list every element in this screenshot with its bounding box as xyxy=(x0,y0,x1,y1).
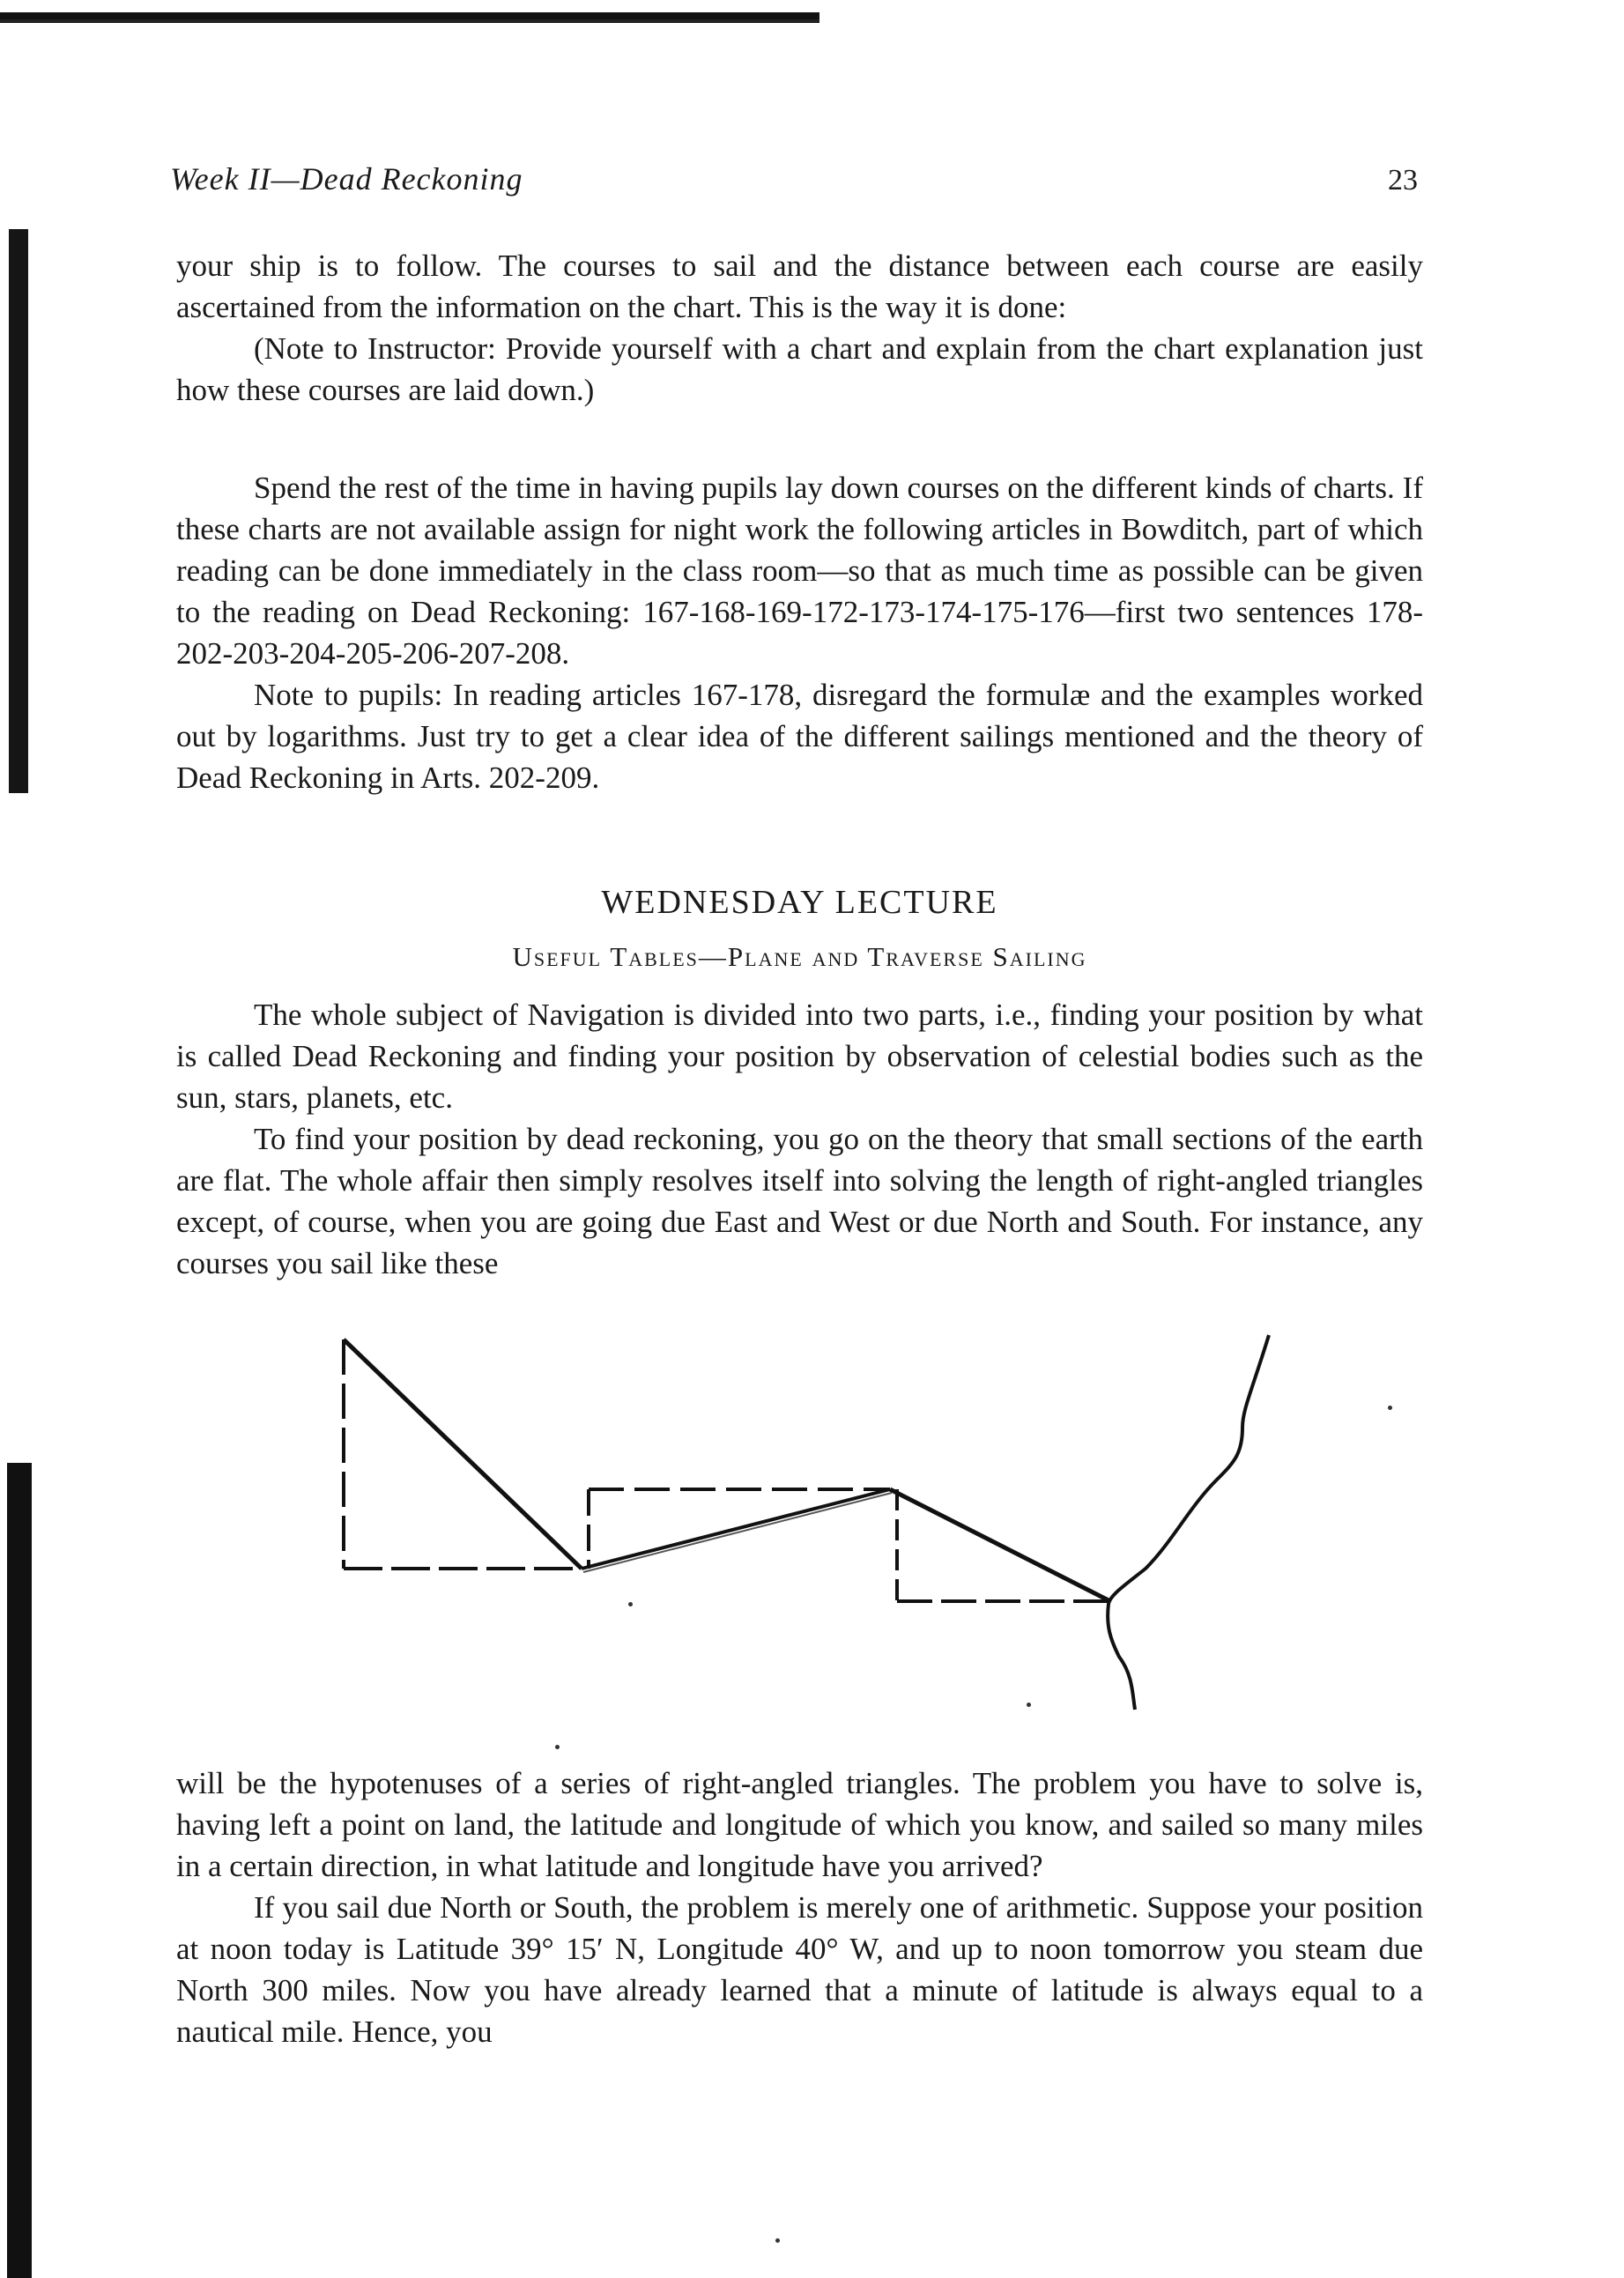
course-line-3 xyxy=(890,1489,1110,1601)
course-line-2-shadow xyxy=(583,1493,892,1572)
course-line-1 xyxy=(344,1339,582,1569)
paragraph: To find your position by dead reckoning, you go on the theory that small sections of the earth are flat. The whole affair then simply resolves itself into solving the length of right-angled triangles except, of course, when you are going due East and West or due North and South. For instance, any courses you sail like these xyxy=(176,1122,1423,1280)
paragraph: your ship is to follow. The courses to sail and the distance between each course are easily ascertained from the information on the chart. This is the way it is done: xyxy=(176,249,1423,324)
paragraph: The whole subject of Navigation is divided into two parts, i.e., finding your position by what is called Dead Reckoning and finding your position by observation of celestial bodies such as the sun, stars, planets, etc. xyxy=(176,998,1423,1115)
text-block-top xyxy=(176,245,1423,411)
text-block-bottom xyxy=(176,1762,1423,2052)
running-head: Week II—Dead Reckoning xyxy=(170,161,523,197)
course-line-2 xyxy=(582,1489,890,1569)
pupil-note: Note to pupils: In reading articles 167-178, disregard the formulæ and the examples worked out by logarithms. Just try to get a clear idea of the different sailings mentioned and the theory of Dead Reckoning in Arts. 202-209. xyxy=(176,678,1423,795)
scan-speck xyxy=(1388,1406,1392,1410)
lecture-subtitle: Useful Tables—Plane and Traverse Sailing xyxy=(512,941,1087,972)
paragraph: If you sail due North or South, the problem is merely one of arithmetic. Suppose your position at noon today is Latitude 39° 15′ N, Longitude 40° W, and up to noon tomorrow you steam due North 300 miles. Now you have already learned that a minute of latitude is always equal to a nautical mile. Hence, you xyxy=(176,1890,1423,2049)
scan-speck xyxy=(628,1602,633,1606)
left-scan-shadow-lower xyxy=(7,1463,32,2278)
coastline xyxy=(1108,1335,1269,1710)
scan-speck xyxy=(775,2238,780,2243)
paragraph: Spend the rest of the time in having pupils lay down courses on the different kinds of charts. If these charts are not available assign for night work the following articles in Bowditch, part of which reading can be done immediately in the class room—so that as much time as possible can be given to the reading on Dead Reckoning: 167-168-169-172-173-174-175-176—first two sentences 178-202-203-204-205-206-207-208. xyxy=(176,471,1423,671)
scan-speck xyxy=(555,1745,560,1749)
text-block-lecture xyxy=(176,994,1423,1284)
left-scan-shadow-upper xyxy=(9,229,28,793)
page-number: 23 xyxy=(1388,164,1418,197)
scan-speck xyxy=(1027,1703,1031,1707)
instructor-note: (Note to Instructor: Provide yourself with a chart and explain from the chart explanation just how these courses are laid down.) xyxy=(176,331,1423,407)
courses-diagram xyxy=(326,1322,1295,1745)
text-block-mid xyxy=(176,467,1423,798)
lecture-title: WEDNESDAY LECTURE xyxy=(601,884,998,921)
paragraph: will be the hypotenuses of a series of right-angled triangles. The problem you have to solve is, having left a point on land, the latitude and longitude of which you know, and sailed so many miles in a certain direction, in what latitude and longitude have you arrived? xyxy=(176,1766,1423,1883)
top-scan-edge-line xyxy=(0,19,819,22)
